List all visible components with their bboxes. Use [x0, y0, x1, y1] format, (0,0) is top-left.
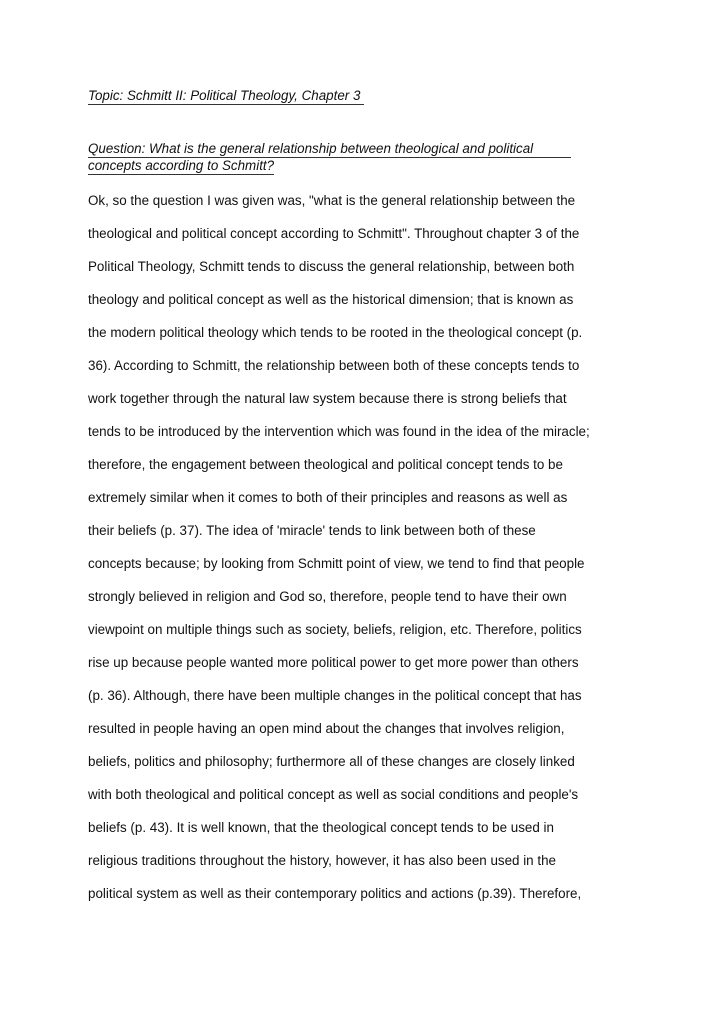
body-line: resulted in people having an open mind about the changes that involves religion, — [88, 721, 565, 736]
body-line: 36). According to Schmitt, the relationship between both of these concepts tends to — [88, 358, 580, 373]
body-line: theology and political concept as well as the historical dimension; that is known as — [88, 292, 574, 307]
body-paragraph — [88, 184, 640, 910]
question-line-1: Question: What is the general relationship between theological and political — [88, 141, 571, 158]
question-line-2: concepts according to Schmitt? — [88, 158, 275, 173]
body-line: viewpoint on multiple things such as society, beliefs, religion, etc. Therefore, politics — [88, 622, 582, 637]
body-line: (p. 36). Although, there have been multiple changes in the political concept that has — [88, 688, 582, 703]
document-page — [88, 87, 640, 910]
body-line: Ok, so the question I was given was, "what is the general relationship between the — [88, 193, 576, 208]
body-line: with both theological and political concept as well as social conditions and people's — [88, 787, 579, 802]
body-line: therefore, the engagement between theological and political concept tends to be — [88, 457, 563, 472]
body-line: beliefs, politics and philosophy; furthermore all of these changes are closely linked — [88, 754, 575, 769]
body-line: strongly believed in religion and God so, therefore, people tend to have their own — [88, 589, 567, 604]
body-line: religious traditions throughout the history, however, it has also been used in the — [88, 853, 556, 868]
body-line: Political Theology, Schmitt tends to discuss the general relationship, between both — [88, 259, 575, 274]
topic-heading: Topic: Schmitt II: Political Theology, Chapter 3 — [88, 88, 364, 105]
body-line: concepts because; by looking from Schmitt point of view, we tend to find that people — [88, 556, 585, 571]
body-line: theological and political concept according to Schmitt". Throughout chapter 3 of the — [88, 226, 580, 241]
body-line: the modern political theology which tends to be rooted in the theological concept (p. — [88, 325, 583, 340]
body-line: rise up because people wanted more political power to get more power than others — [88, 655, 579, 670]
body-line: their beliefs (p. 37). The idea of 'miracle' tends to link between both of these — [88, 523, 536, 538]
body-line: work together through the natural law system because there is strong beliefs that — [88, 391, 567, 406]
body-line: beliefs (p. 43). It is well known, that the theological concept tends to be used in — [88, 820, 554, 835]
body-line: tends to be introduced by the intervention which was found in the idea of the miracle; — [88, 424, 590, 439]
body-line: extremely similar when it comes to both of their principles and reasons as well as — [88, 490, 568, 505]
question-heading — [88, 141, 640, 175]
body-line: political system as well as their contemporary politics and actions (p.39). Therefore, — [88, 886, 582, 901]
